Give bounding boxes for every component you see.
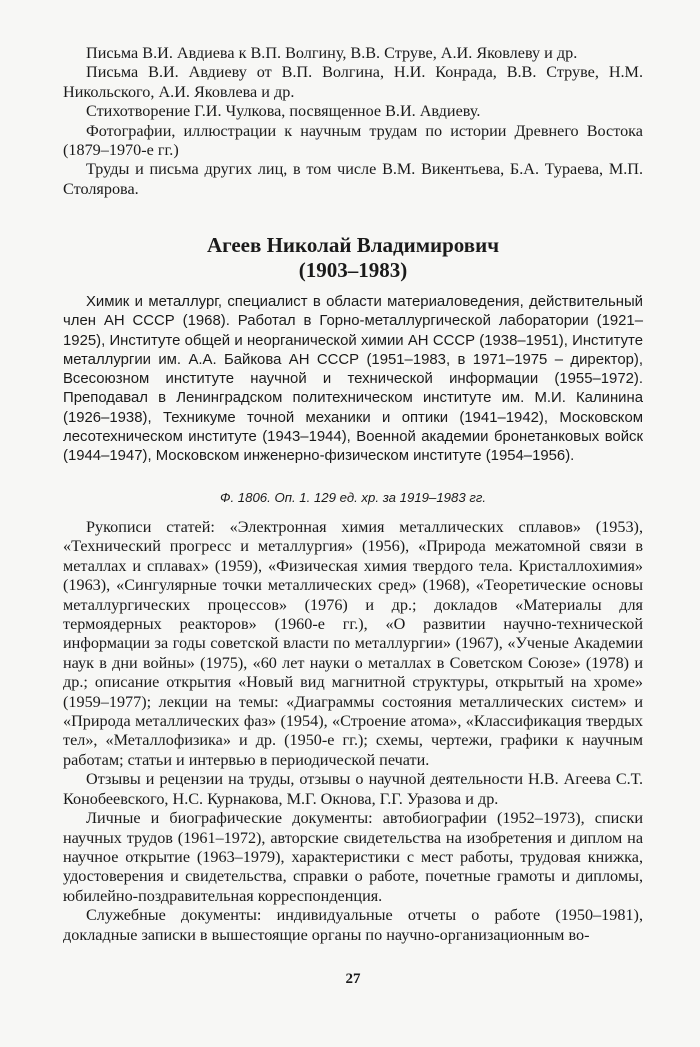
list-item: Письма В.И. Авдиева к В.П. Волгину, В.В. Струве, А.И. Яковлеву и др. — [86, 44, 578, 62]
body-paragraph: Рукописи статей: «Электронная химия металлических сплавов» (1953), «Технический прогресс и металлургия» (1956), «Природа межатомной связи в металлах и сплавах» (1959), «Физическая химия твердого тела. Кристаллохимия» (1963), «Сингулярные точки металлических сред» (1968), «Теоретические основы металлургических процессов» (1976) и др.; докладов «Материалы для термоядерных реакторов» (1960-е гг.), «О развитии научно-технической информации за годы советской власти по металлургии» (1967), «Ученые Академии наук в дни войны» (1975), «60 лет науки о металлах в Советском Союзе» (1978) и др.; описание открытия «Новый вид магнитной структуры, открытый на хроме» (1959–1977); лекции на темы: «Диаграммы состояния металлических систем» и «Природа металлических фаз» (1954), «Строение атома», «Классификация твердых тел», «Металлофизика» и др. (1950-е гг.); схемы, чертежи, графики к научным работам; статьи и интервью в периодической печати. — [63, 518, 643, 769]
bio-paragraph: Химик и металлург, специалист в области материаловедения, действительный член АН СССР (1968). Работал в Горно-металлургической лаборатории (1921–1925), Институте общей и неорганической химии АН СССР (1938–1951), Институте металлургии им. А.А. Байкова АН СССР (1951–1983, в 1971–1975 – директор), Всесоюзном институте научной и технической информации (1955–1972). Преподавал в Ленинградском политехническом институте им. М.И. Калинина (1926–1938), Техникуме точной механики и оптики (1941–1942), Московском лесотехническом институте (1943–1944), Военной академии бронетанковых войск (1944–1947), Московском инженерно-физическом институте (1954–1956). — [63, 294, 643, 465]
list-item: Труды и письма других лиц, в том числе В.М. Викентьева, Б.А. Тураева, М.П. Столярова. — [63, 160, 643, 198]
body-paragraph: Личные и биографические документы: автобиографии (1952–1973), списки научных трудов (1961–1972), авторские свидетельства на изобретения и диплом на научное открытие (1963–1979), характеристики с мест работы, трудовая книжка, удостоверения и свидетельства, справки о работе, почетные грамоты и дипломы, юбилейно-поздравительная корреспонденция. — [63, 809, 643, 905]
fond-reference: Ф. 1806. Оп. 1. 129 ед. хр. за 1919–1983 гг. — [219, 490, 487, 505]
top-items-list — [63, 44, 643, 199]
entry-body — [63, 518, 643, 945]
list-item: Фотографии, иллюстрации к научным трудам по истории Древнего Востока (1879–1970-е гг.) — [63, 121, 643, 160]
entry-bio — [63, 293, 643, 467]
list-item: Письма В.И. Авдиеву от В.П. Волгина, Н.И. Конрада, В.В. Струве, Н.М. Никольского, А.И. Яковлева и др. — [63, 63, 643, 101]
body-paragraph: Отзывы и рецензии на труды, отзывы о научной деятельности Н.В. Агеева С.Т. Конобеевского, Н.С. Курнакова, М.Г. Окнова, Г.Г. Уразова и др. — [63, 770, 643, 808]
page-number: 27 — [345, 971, 361, 987]
list-item: Стихотворение Г.И. Чулкова, посвященное В.И. Авдиеву. — [86, 102, 481, 121]
body-paragraph: Служебные документы: индивидуальные отчеты о работе (1950–1981), докладные записки в вышестоящие органы по научно-организационным во- — [63, 906, 643, 944]
entry-name: Агеев Николай Владимирович — [206, 233, 500, 257]
entry-years: (1903–1983) — [298, 258, 408, 282]
